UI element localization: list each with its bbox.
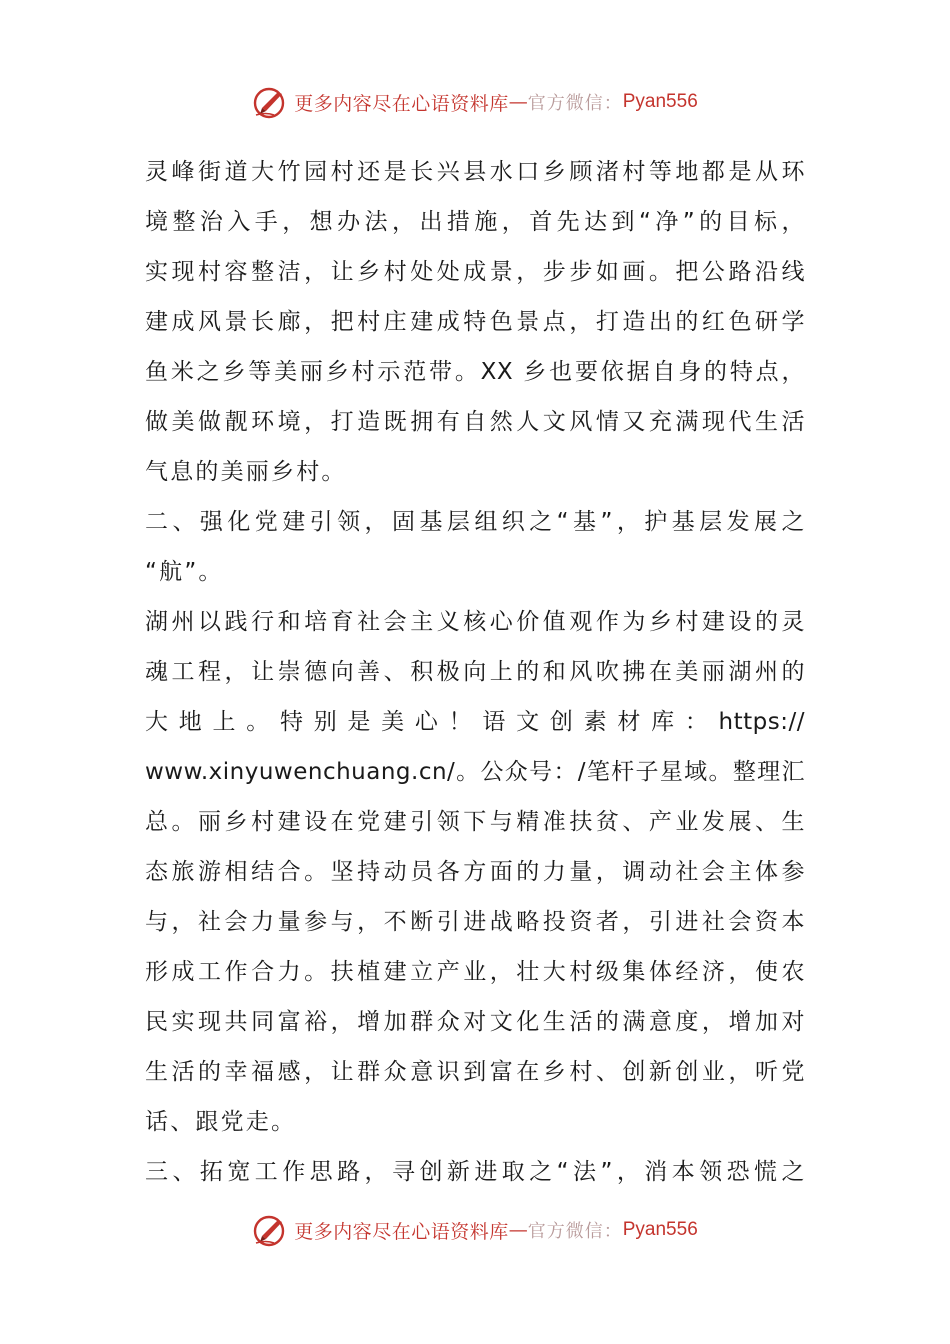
section-heading-line: “航”。 [145,559,224,585]
section-heading-line: 二、强化党建引领，固基层组织之“基”，护基层发展之 [145,509,805,535]
text-line: 气息的美丽乡村。 [145,459,347,485]
watermark-wechat-id: Pyan556 [622,1219,698,1240]
header-watermark [0,82,950,122]
text-line: 鱼米之乡等美丽乡村示范带。XX 乡也要依据自身的特点， [145,359,805,385]
watermark-dash: — [508,91,528,113]
section-heading-line: 三、拓宽工作思路，寻创新进取之“法”，消本领恐慌之 [145,1159,805,1185]
text-line: 民实现共同富裕，增加群众对文化生活的满意度，增加对 [145,1009,805,1035]
text-line: 总。丽乡村建设在党建引领下与精准扶贫、产业发展、生 [145,809,805,835]
text-line: 做美做靓环境，打造既拥有自然人文风情又充满现代生活 [145,409,805,435]
watermark-dash: — [508,1219,528,1241]
text-line: 境整治入手，想办法，出措施，首先达到“净”的目标， [145,209,805,235]
text-line: 魂工程，让崇德向善、积极向上的和风吹拂在美丽湖州的 [145,659,805,685]
pen-logo-icon [252,84,290,120]
watermark-sub-text: 官方微信： [527,1221,623,1242]
text-line: 湖州以践行和培育社会主义核心价值观作为乡村建设的灵 [145,609,805,635]
text-line: 与，社会力量参与，不断引进战略投资者，引进社会资本 [145,909,805,935]
document-body [145,150,805,1200]
watermark-sub-text: 官方微信： [527,93,623,114]
text-line: 生活的幸福感，让群众意识到富在乡村、创新创业，听党 [145,1059,805,1085]
watermark-main-text: 更多内容尽在心语资料库 [294,92,509,115]
watermark-wechat-id: Pyan556 [622,91,698,112]
text-line: 形成工作合力。扶植建立产业，壮大村级集体经济，使农 [145,959,805,985]
text-line: www.xinyuwenchuang.cn/。公众号：/笔杆子星域。整理汇 [145,759,805,785]
text-line: 态旅游相结合。坚持动员各方面的力量，调动社会主体参 [145,859,805,885]
watermark-main-text: 更多内容尽在心语资料库 [294,1220,509,1243]
footer-watermark [0,1210,950,1250]
text-line: 话、跟党走。 [145,1109,297,1135]
text-line: 实现村容整洁，让乡村处处成景，步步如画。把公路沿线 [145,259,805,285]
pen-logo-icon [252,1212,290,1248]
text-line: 灵峰街道大竹园村还是长兴县水口乡顾渚村等地都是从环 [145,159,805,185]
text-line: 大 地 上 。 特 别 是 美 心 ！ 语 文 创 素 材 库 ： https:// [145,709,805,735]
text-line: 建成风景长廊，把村庄建成特色景点，打造出的红色研学 [145,309,805,335]
